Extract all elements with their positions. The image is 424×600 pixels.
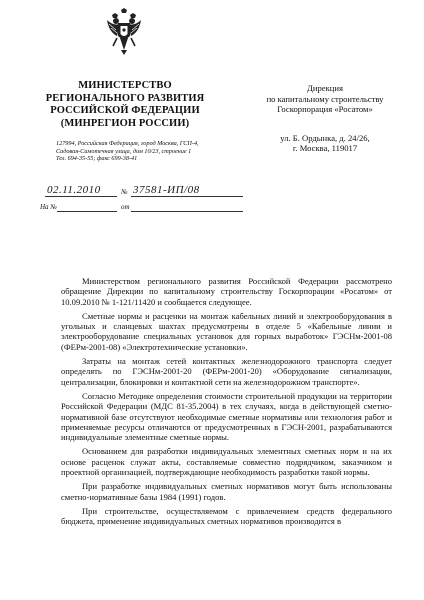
address-line: Тел. 694-35-55; факс 699-38-41 bbox=[56, 155, 138, 163]
registration-date: 02.11.2010 bbox=[47, 184, 101, 196]
coat-of-arms-emblem-icon bbox=[105, 8, 143, 56]
ministry-line: РОССИЙСКОЙ ФЕДЕРАЦИИ bbox=[50, 105, 200, 116]
ministry-line: МИНИСТЕРСТВО bbox=[78, 80, 172, 91]
address-line: Садовая-Самотечная улица, дом 10/23, строение 1 bbox=[56, 147, 192, 155]
ref-number-underline bbox=[57, 201, 117, 212]
registration-number: 37581-ИП/08 bbox=[133, 184, 200, 196]
ref-number-label: На № bbox=[40, 203, 57, 211]
body-paragraph: При разработке индивидуальных сметных нормативов могут быть использованы сметно-нормативные базы 1984 (1991) годов. bbox=[61, 481, 392, 502]
ministry-line: (МИНРЕГИОН РОССИИ) bbox=[60, 117, 190, 129]
body-paragraph: При строительстве, осуществляемом с привлечением средств федерального бюджета, применение индивидуальных сметных нормативов производится в bbox=[61, 505, 392, 527]
body-paragraph: Сметные нормы и расценки на монтаж кабельных линий и электрооборудования в угольных и сланцевых шахтах предусмотрены в отделе 5 «Кабельные линии и электрооборудование специальных установок для горных выработок» ГЭСНм-2001-08 (ФЕРм-2001-08) «Электротехнические установки». bbox=[61, 310, 392, 352]
body-paragraph: Согласно Методике определения стоимости строительной продукции на территории Российской Федерации (МДС 81-35.2004) в тех случаях, когда в действующей сметно-нормативной базе отсутствуют необходимые сметные нормативы или технология работ и применяемые ресурсы отличаются от предусмотренных в ГЭСН-2001, разрабатываются индивидуальные элементные сметные нормы. bbox=[61, 390, 392, 443]
recipient-org-line: Госкорпорация «Росатом» bbox=[277, 104, 373, 114]
sender-address-block bbox=[56, 140, 226, 163]
recipient-org-line: по капитальному строительству bbox=[266, 93, 384, 104]
address-line: 127994, Российская Федерация, город Москва, ГСП-4, bbox=[56, 140, 199, 147]
body-paragraph: Министерством регионального развития Российской Федерации рассмотрено обращение Дирекции по капитальному строительству Госкорпорации «Росатом» от 10.09.2010 № 1-121/11420 и сообщается следующее. bbox=[61, 276, 392, 307]
body-paragraph: Основанием для разработки индивидуальных элементных сметных норм и на их основе расценок служат акты, составляемые совместно подрядчиком, заказчиком и проектной организацией, подтверждающие необходимость разработки такой нормы. bbox=[61, 446, 392, 478]
ref-date-underline bbox=[131, 201, 243, 212]
ref-from-label: от bbox=[121, 203, 130, 211]
ministry-line: РЕГИОНАЛЬНОГО РАЗВИТИЯ bbox=[45, 92, 205, 104]
body-paragraph: Затраты на монтаж сетей контактных железнодорожного транспорта следует определять по ГЭСНм-2001-20 (ФЕРм-2001-20) «Оборудование сигнализации, централизации, блокировки и контактной сети на железнодорожном транспорте». bbox=[61, 356, 392, 387]
recipient-org-line: Дирекция bbox=[307, 83, 343, 93]
recipient-address-line: г. Москва, 119017 bbox=[292, 143, 358, 153]
number-label: № bbox=[121, 188, 128, 196]
recipient-address-line: ул. Б. Ордынка, д. 24/26, bbox=[280, 132, 370, 143]
double-headed-eagle-icon bbox=[105, 8, 143, 56]
letter-body bbox=[61, 276, 392, 531]
ministry-name-block bbox=[40, 80, 210, 130]
recipient-block bbox=[240, 83, 410, 154]
